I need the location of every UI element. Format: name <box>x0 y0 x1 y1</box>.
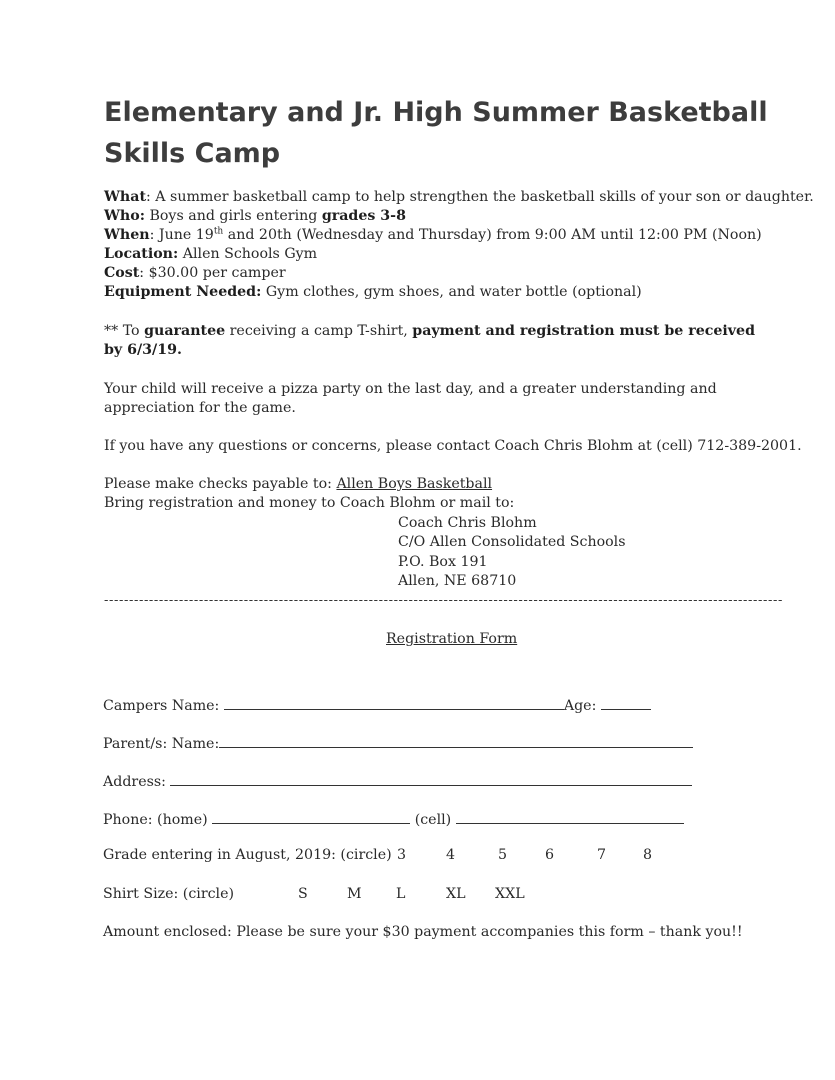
phone-home-field[interactable] <box>212 809 410 824</box>
shirt-size-label: Shirt Size: (circle) <box>103 886 235 902</box>
who-grades: grades 3-8 <box>321 208 406 224</box>
cost-line <box>104 264 286 283</box>
campers-name-label: Campers Name: <box>103 698 220 714</box>
address-line: Coach Chris Blohm <box>398 515 537 531</box>
checks-payee: Allen Boys Basketball <box>336 476 493 492</box>
shirt-option-xxl[interactable]: XXL <box>495 886 525 902</box>
guarantee-middle: receiving a camp T-shirt, <box>225 323 413 339</box>
who-line <box>104 207 406 226</box>
pizza-paragraph: Your child will receive a pizza party on the last day, and a greater understanding and appreciation for the game. <box>104 381 717 416</box>
location-label: Location: <box>104 246 179 262</box>
campers-name-row <box>103 695 651 714</box>
registration-form-title: Registration Form <box>386 631 518 647</box>
address-line: C/O Allen Consolidated Schools <box>398 534 626 551</box>
what-line <box>104 188 814 207</box>
equipment-line <box>104 283 642 302</box>
grade-option-5[interactable]: 5 <box>498 847 508 863</box>
grade-option-4[interactable]: 4 <box>446 847 456 863</box>
shirt-option-xl[interactable]: XL <box>446 886 466 902</box>
address-label: Address: <box>103 774 166 790</box>
amount-enclosed-note: Amount enclosed: Please be sure your $30 payment accompanies this form – thank you!! <box>103 924 743 940</box>
guarantee-prefix: ** To <box>104 323 145 339</box>
mailing-address <box>398 514 626 591</box>
questions-paragraph: If you have any questions or concerns, please contact Coach Chris Blohm at (cell) 712-389-2001. <box>104 438 802 454</box>
shirt-option-m[interactable]: M <box>347 886 362 902</box>
bring-line: Bring registration and money to Coach Blohm or mail to: <box>104 495 515 511</box>
guarantee-note <box>104 322 764 360</box>
when-sup: th <box>213 226 224 237</box>
parent-name-label: Parent/s: Name: <box>103 736 220 752</box>
grade-option-7[interactable]: 7 <box>597 847 607 863</box>
campers-name-field[interactable] <box>224 695 564 710</box>
phone-cell-label: (cell) <box>414 812 452 828</box>
guarantee-deadline: payment and registration must be received by 6/3/19. <box>104 323 755 358</box>
what-text: : A summer basketball camp to help strengthen the basketball skills of your son or daughter. <box>146 189 814 205</box>
guarantee-bold: guarantee <box>144 323 226 339</box>
shirt-option-s[interactable]: S <box>298 886 308 902</box>
shirt-option-l[interactable]: L <box>396 886 406 902</box>
age-label: Age: <box>563 698 597 714</box>
grade-option-3[interactable]: 3 <box>397 847 407 863</box>
address-line: P.O. Box 191 <box>398 553 488 570</box>
address-row <box>103 771 692 790</box>
equipment-label: Equipment Needed: <box>104 284 262 300</box>
grade-option-8[interactable]: 8 <box>643 847 653 863</box>
cut-divider: ---------------------------------------------------------------------------------------------------------------------------------------- <box>104 593 783 608</box>
phone-row <box>103 809 684 828</box>
location-text: Allen Schools Gym <box>178 246 318 262</box>
location-line <box>104 245 317 264</box>
when-line <box>104 226 762 245</box>
address-field[interactable] <box>170 771 692 786</box>
grade-option-6[interactable]: 6 <box>545 847 555 863</box>
phone-home-label: Phone: (home) <box>103 812 208 828</box>
who-text: Boys and girls entering <box>144 208 322 224</box>
parent-name-row <box>103 733 693 752</box>
when-label: When <box>104 227 150 243</box>
age-field[interactable] <box>601 695 651 710</box>
who-label: Who: <box>104 208 145 224</box>
what-label: What <box>104 189 146 205</box>
parent-name-field[interactable] <box>219 733 693 748</box>
checks-prefix: Please make checks payable to: <box>104 476 337 492</box>
phone-cell-field[interactable] <box>456 809 684 824</box>
page-title: Elementary and Jr. High Summer Basketball Skills Camp <box>104 97 768 169</box>
checks-line <box>104 475 492 494</box>
grade-label: Grade entering in August, 2019: (circle) <box>103 847 392 863</box>
cost-text: : $30.00 per camper <box>139 265 286 281</box>
cost-label: Cost <box>104 265 140 281</box>
when-text-1: : June 19 <box>149 227 214 243</box>
address-line: Allen, NE 68710 <box>398 572 517 589</box>
when-text-2: and 20th (Wednesday and Thursday) from 9:00 AM until 12:00 PM (Noon) <box>223 227 762 243</box>
equipment-text: Gym clothes, gym shoes, and water bottle (optional) <box>261 284 642 300</box>
